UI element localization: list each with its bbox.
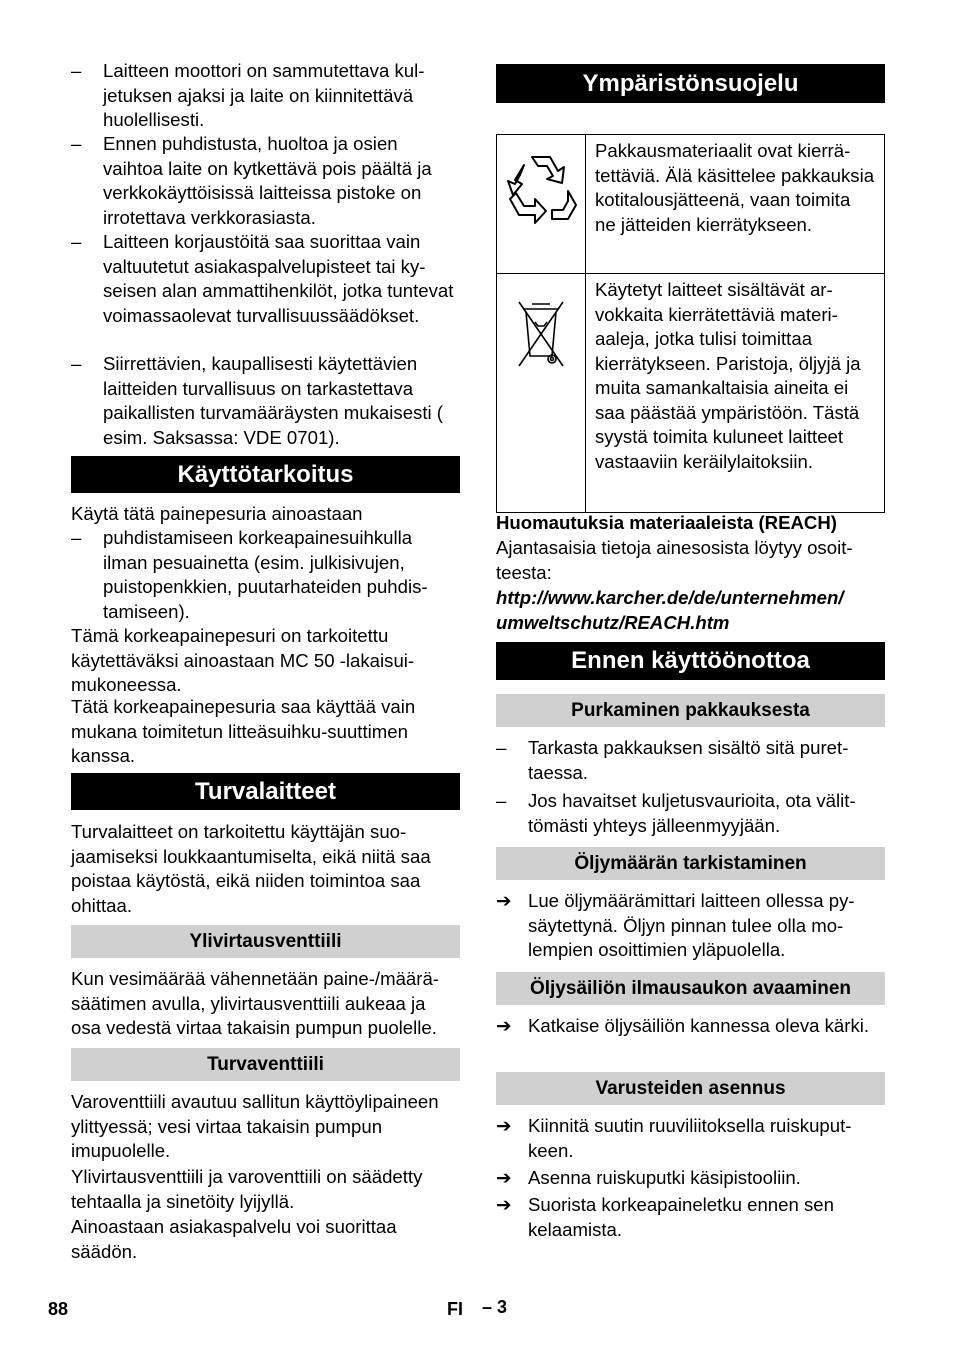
- dash-marker: –: [71, 527, 82, 548]
- list-item: ➔ Asenna ruiskuputki käsipistooliin.: [496, 1166, 885, 1191]
- dash-marker: –: [496, 737, 507, 758]
- list-item: – Laitteen moottori on sammutettava kuljetuksen ajaksi ja laite on kiinnitettävä huolellisesti.: [71, 60, 425, 130]
- section-heading-turvalaitteet: Turvalaitteet: [71, 773, 460, 810]
- arrow-marker-icon: ➔: [496, 890, 512, 911]
- list-item: – Jos havaitset kuljetusvaurioita, ota välittömästi yhteys jälleenmyyjään.: [496, 790, 856, 836]
- dash-marker: –: [71, 60, 82, 81]
- list-item: ➔ Katkaise öljysäiliön kannessa oleva kärki.: [496, 1014, 885, 1039]
- page-number: 88: [48, 1299, 69, 1319]
- paragraph: Käytä tätä painepesuria ainoastaan: [71, 503, 363, 524]
- environment-table: [496, 134, 885, 513]
- paragraph: Tämä korkeapainepesuri on tarkoitettu käytettäväksi ainoastaan MC 50 -lakaisuimukoneessa.: [71, 625, 415, 695]
- subheading-oljymaaran-tarkistaminen: Öljymäärän tarkistaminen: [496, 847, 885, 880]
- subheading-turvaventtiili: Turvaventtiili: [71, 1048, 460, 1081]
- list-item: ➔ Kiinnitä suutin ruuviliitoksella ruiskuputkeen.: [496, 1115, 852, 1161]
- arrow-marker-icon: ➔: [496, 1194, 512, 1215]
- list-item: – Ennen puhdistusta, huoltoa ja osien vaihtoa laite on kytkettävä pois päältä ja verkkokäyttöisissä laitteissa pistoke on irrotettava verkkorasiasta.: [71, 133, 432, 228]
- list-item: – puhdistamiseen korkeapainesuihkulla ilman pesuainetta (esim. julkisivujen, puistopenkkien, puutarhateiden puhdistamiseen).: [71, 527, 428, 622]
- list-item: – Siirrettävien, kaupallisesti käytettävien laitteiden turvallisuus on tarkastettava paikallisten turvamääräysten mukaisesti ( esim. Saksassa: VDE 0701).: [71, 353, 443, 448]
- section-heading-ennen-kayttoonottoa: Ennen käyttöönottoa: [496, 642, 885, 680]
- crossed-bin-icon: [511, 296, 571, 372]
- recycle-icon: [502, 149, 580, 231]
- list-item: ➔ Lue öljymäärämittari laitteen ollessa pysäytettynä. Öljyn pinnan tulee olla molempien osoittimien yläpuolella.: [496, 890, 855, 960]
- subheading-ylivirtausventtiili: Ylivirtausventtiili: [71, 925, 460, 958]
- paragraph: Varoventtiili avautuu sallitun käyttöylipaineen ylittyessä; vesi virtaa takaisin pumpun imupuolelle.: [71, 1091, 439, 1161]
- dash-marker: –: [496, 790, 507, 811]
- dash-marker: –: [71, 133, 82, 154]
- reach-link[interactable]: http://www.karcher.de/de/unternehmen/ umweltschutz/REACH.htm: [496, 587, 844, 633]
- subheading-oljysailion-ilmausaukko: Öljysäiliön ilmausaukon avaaminen: [496, 972, 885, 1005]
- subheading-purkaminen: Purkaminen pakkauksesta: [496, 694, 885, 727]
- section-heading-ymparistonsuojelu: Ympäristönsuojelu: [496, 64, 885, 103]
- paragraph: Ajantasaisia tietoja ainesosista löytyy osoitteesta:: [496, 537, 853, 583]
- paragraph: Kun vesimäärää vähennetään paine-/määräsäätimen avulla, ylivirtausventtiili aukeaa ja osa vedestä virtaa takaisin pumpun puolelle.: [71, 968, 439, 1038]
- list-item: ➔ Suorista korkeapaineletku ennen sen kelaamista.: [496, 1194, 834, 1240]
- icon-cell: [497, 135, 586, 274]
- dash-marker: –: [71, 231, 82, 252]
- arrow-marker-icon: ➔: [496, 1015, 512, 1036]
- table-text-cell: Pakkausmateriaalit ovat kierrätettäviä. Älä käsittelee pakkauksia kotitalousjätteenä, vaan toimita ne jätteiden kierrätykseen.: [586, 135, 885, 274]
- list-item: – Laitteen korjaustöitä saa suorittaa vain valtuutetut asiakaspalvelupisteet tai kyseisen alan ammattihenkilöt, jotka tuntevat voimassaolevat turvallisuussäädökset.: [71, 231, 454, 326]
- reach-heading: Huomautuksia materiaaleista (REACH): [496, 512, 837, 533]
- paragraph: Ainoastaan asiakaspalvelu voi suorittaa säädön.: [71, 1216, 397, 1262]
- dash-marker: –: [71, 353, 82, 374]
- icon-cell: [497, 274, 586, 513]
- list-item: – Tarkasta pakkauksen sisältö sitä purettaessa.: [496, 737, 849, 783]
- paragraph: Turvalaitteet on tarkoitettu käyttäjän suojaamiseksi loukkaantumiselta, eikä niitä saa poistaa käytöstä, eikä niiden toimintoa saa ohittaa.: [71, 821, 431, 916]
- page-sub-number: – 3: [482, 1297, 508, 1317]
- table-text-cell: Käytetyt laitteet sisältävät arvokkaita kierrätettäviä materiaaleja, jotka tulisi toimittaa kierrätykseen. Paristoja, öljyjä ja muita samankaltaisia aineita ei saa päästää ympäristöön. Tästä syystä toimita kuluneet laitteet vastaaviin keräilylaitoksiin.: [586, 274, 885, 513]
- paragraph: Ylivirtausventtiili ja varoventtiili on säädetty tehtaalla ja sinetöity lyijyllä.: [71, 1166, 423, 1212]
- arrow-marker-icon: ➔: [496, 1115, 512, 1136]
- paragraph: Tätä korkeapainepesuria saa käyttää vain mukana toimitetun litteäsuihku-suuttimen kanssa.: [71, 696, 416, 766]
- subheading-varusteiden-asennus: Varusteiden asennus: [496, 1072, 885, 1105]
- section-heading-kayttotarkoitus: Käyttötarkoitus: [71, 456, 460, 493]
- language-code: FI: [447, 1299, 463, 1319]
- arrow-marker-icon: ➔: [496, 1167, 512, 1188]
